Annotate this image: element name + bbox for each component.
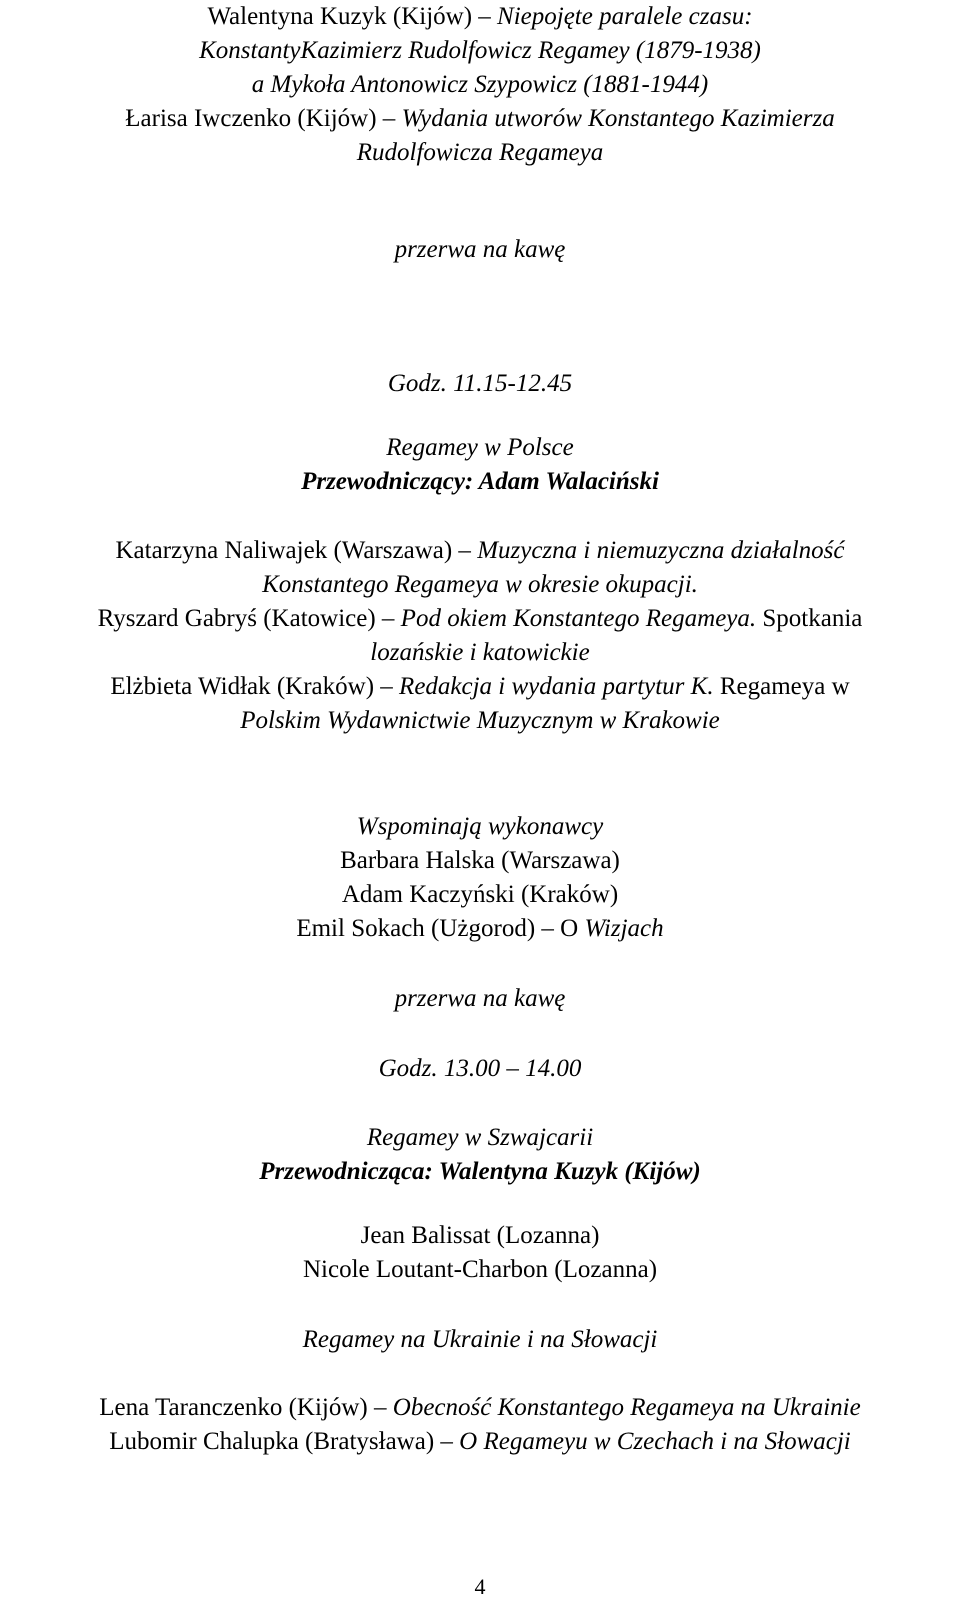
talk-widlak: Elżbieta Widłak (Kraków) – Redakcja i wydania partytur K. Regameya w <box>110 673 850 700</box>
talk-iwczenko: Łarisa Iwczenko (Kijów) – Wydania utworów Konstantego Kazimierza <box>125 105 835 132</box>
session4-talks <box>0 1391 960 1459</box>
session-title: Regamey w Szwajcarii <box>366 1124 594 1151</box>
session2-talks: Katarzyna Naliwajek (Warszawa) – Muzyczna i niemuzyczna działalność Konstantego Regameya w okresie okupacji. Ryszard Gabryś (Katowice) – Pod okiem Konstantego Regameya. Spotkania lozańskie i katowickie Elżbieta Widłak (Kraków) – Redakcja i wydania partytur K. Regameya w Polskim Wydawnictwie Muzycznym w Krakowie <box>0 534 960 738</box>
coffee-break-1: przerwa na kawę <box>394 236 566 263</box>
session3-speakers: Jean Balissat (Lozanna) Nicole Loutant-Charbon (Lozanna) <box>302 1222 658 1283</box>
talk-kuzyk-title-cont: KonstantyKazimierz Rudolfowicz Regamey (1879-1938) <box>199 37 761 64</box>
session-chair: Przewodniczący: Adam Walaciński <box>301 468 659 495</box>
session3-header <box>0 1121 960 1189</box>
talk-gabrys: Ryszard Gabryś (Katowice) – Pod okiem Konstantego Regameya. Spotkania <box>97 605 863 632</box>
talk-naliwajek: Katarzyna Naliwajek (Warszawa) – Muzyczna i niemuzyczna działalność <box>115 537 845 564</box>
talk-iwczenko-title-cont: Rudolfowicza Regameya <box>356 139 604 166</box>
session1-talks <box>0 0 960 170</box>
performers: Wspominają wykonawcy Barbara Halska (Warszawa) Adam Kaczyński (Kraków) Emil Sokach (Użgorod) – O Wizjach <box>0 810 960 946</box>
session-title: Regamey w Polsce <box>386 434 574 461</box>
performers-heading: Wspominają wykonawcy <box>356 813 604 840</box>
talk-chalupka: Lubomir Chalupka (Bratysława) – O Regameyu w Czechach i na Słowacji <box>109 1428 851 1455</box>
session4-title: Regamey na Ukrainie i na Słowacji <box>302 1326 658 1353</box>
session-chair: Przewodnicząca: Walentyna Kuzyk (Kijów) <box>259 1158 701 1185</box>
session2-time: Godz. 11.15-12.45 <box>387 370 573 397</box>
talk-taranczenko: Lena Taranczenko (Kijów) – Obecność Konstantego Regameya na Ukrainie <box>99 1394 861 1421</box>
talk-kuzyk: Walentyna Kuzyk (Kijów) – Niepojęte paralele czasu: <box>207 3 753 30</box>
talk-kuzyk-title-cont2: a Mykoła Antonowicz Szypowicz (1881-1944) <box>251 71 709 98</box>
session2-header <box>0 431 960 499</box>
page-number: 4 <box>474 1574 486 1599</box>
session3-time: Godz. 13.00 – 14.00 <box>378 1055 582 1082</box>
coffee-break-2: przerwa na kawę <box>394 985 566 1012</box>
